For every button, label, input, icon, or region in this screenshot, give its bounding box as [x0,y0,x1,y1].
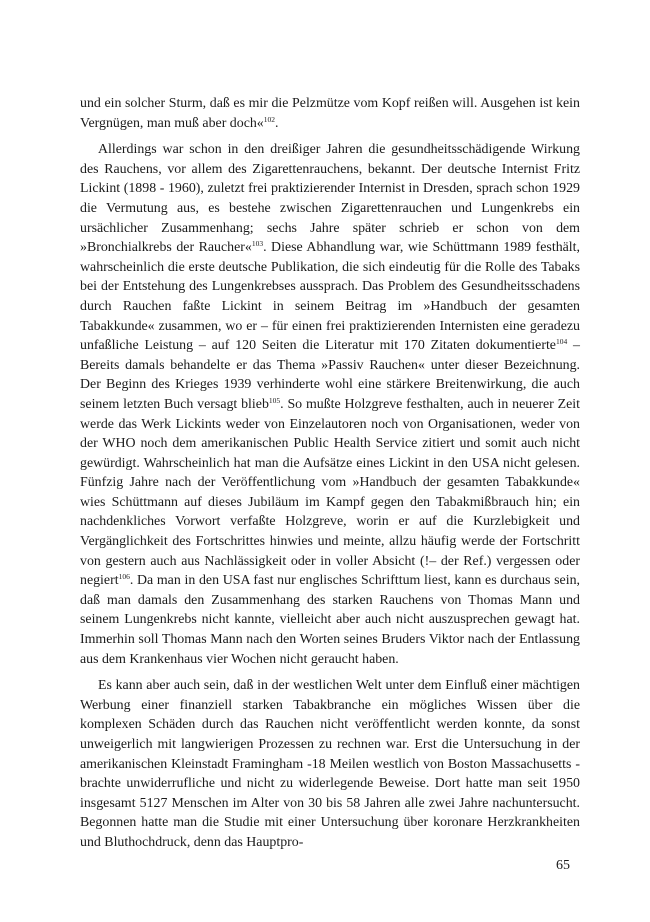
text-run: . So mußte Holzgreve festhalten, auch in neuerer Zeit werde das Werk Lickints weder von Einzelautoren noch von Organisationen, weder von der WHO noch dem amerikanischen Public Health Service zitiert und somit auch nicht gewürdigt. Wahrscheinlich hat man die Aufsätze eines Lickint in den USA nicht gelesen. Fünfzig Jahre nach der Veröffentlichung vom »Handbuch der gesamten Tabakkunde« wies Schüttmann auf dieses Jubiläum im Kampf gegen den Tabakmißbrauch hin; ein nachdenkliches Vorwort verfaßte Holzgreve, worin er auf die Kurzlebigkeit und Vergänglichkeit des Fortschrittes hinwies und meinte, allzu häufig werde der Fortschritt von gestern auch aus Nachlässigkeit oder in voller Absicht (!– der Ref.) vergessen oder negiert [80,396,580,589]
paragraph-3 [80,676,580,852]
page-content [80,94,580,860]
text-run: – Bereits damals behandelte er das Thema »Passiv Rauchen« unter dieser Bezeichnung. Der Beginn des Krieges 1939 verhinderte wohl eine stärkere Breitenwirkung, die auch seinem letzten Buch versagt blieb [80,338,580,412]
footnote-ref: 105 [268,395,281,405]
text-run: . Da man in den USA fast nur englisches Schrifttum liest, kann es durchaus sein, daß man damals den Zusammenhang des starken Rauchens von Thomas Mann und seinem Lungenkrebs nicht kannte, vielleicht aber auch nicht auszusprechen gewagt hat. Immerhin soll Thomas Mann nach den Worten seines Bruders Viktor nach der Entlassung aus dem Krankenhaus vier Wochen nicht geraucht haben. [80,573,580,667]
footnote-ref: 103 [251,239,264,249]
footnote-ref: 102 [263,114,275,124]
footnote-ref: 106 [118,572,130,582]
paragraph-1 [80,94,580,133]
text-run: . [275,115,279,131]
paragraph-2 [80,140,580,669]
footnote-ref: 104 [555,337,568,347]
text-run: und ein solcher Sturm, daß es mir die Pelzmütze vom Kopf reißen will. Ausgehen ist kein Vergnügen, man muß aber doch« [80,96,580,131]
text-run: Allerdings war schon in den dreißiger Jahren die gesundheitsschädigende Wirkung des Rauchens, vor allem des Zigarettenrauchens, bekannt. Der deutsche Internist Fritz Lickint (1898 - 1960), zuletzt frei praktizierender Internist in Dresden, sprach schon 1929 die Vermutung aus, es bestehe zwischen Zigarettenrauchen und Lungenkrebs ein ursächlicher Zusammenhang; sechs Jahre später schrieb er schon von dem »Bronchialkrebs der Raucher« [80,142,580,256]
text-run: Es kann aber auch sein, daß in der westlichen Welt unter dem Einfluß einer mächtigen Werbung einer finanziell starken Tabakbranche ein mögliches Wissen über die komplexen Schäden durch das Rauchen nicht veröffentlicht werden konnte, da sonst unweigerlich mit langwierigen Prozessen zu rechnen war. Erst die Untersuchung in der amerikanischen Kleinstadt Framingham -18 Meilen westlich von Boston Massachusetts -brachte unwiderrufliche und nicht zu widerlegende Beweise. Dort hatte man seit 1950 insgesamt 5127 Menschen im Alter von 30 bis 58 Jahren alle zwei Jahre nachuntersucht. Begonnen hatte man die Studie mit einer Untersuchung über koronare Herzkrankheiten und Bluthochdruck, denn das Hauptpro- [80,678,580,850]
page-number: 65 [556,858,570,873]
text-run: . Diese Abhandlung war, wie Schüttmann 1989 festhält, wahrscheinlich die erste deutsche Publikation, die sich eindeutig für die Rolle des Tabaks bei der Entstehung des Lungenkrebses aussprach. Das Problem des Gesundheitsschadens durch Rauchen faßte Lickint in seinem Beitrag im »Handbuch der gesamten Tabakkunde« zusammen, wo er – für einen frei praktizierenden Internisten eine geradezu unfaßliche Leistung – auf 120 Seiten die Literatur mit 170 Zitaten dokumentierte [80,240,580,354]
